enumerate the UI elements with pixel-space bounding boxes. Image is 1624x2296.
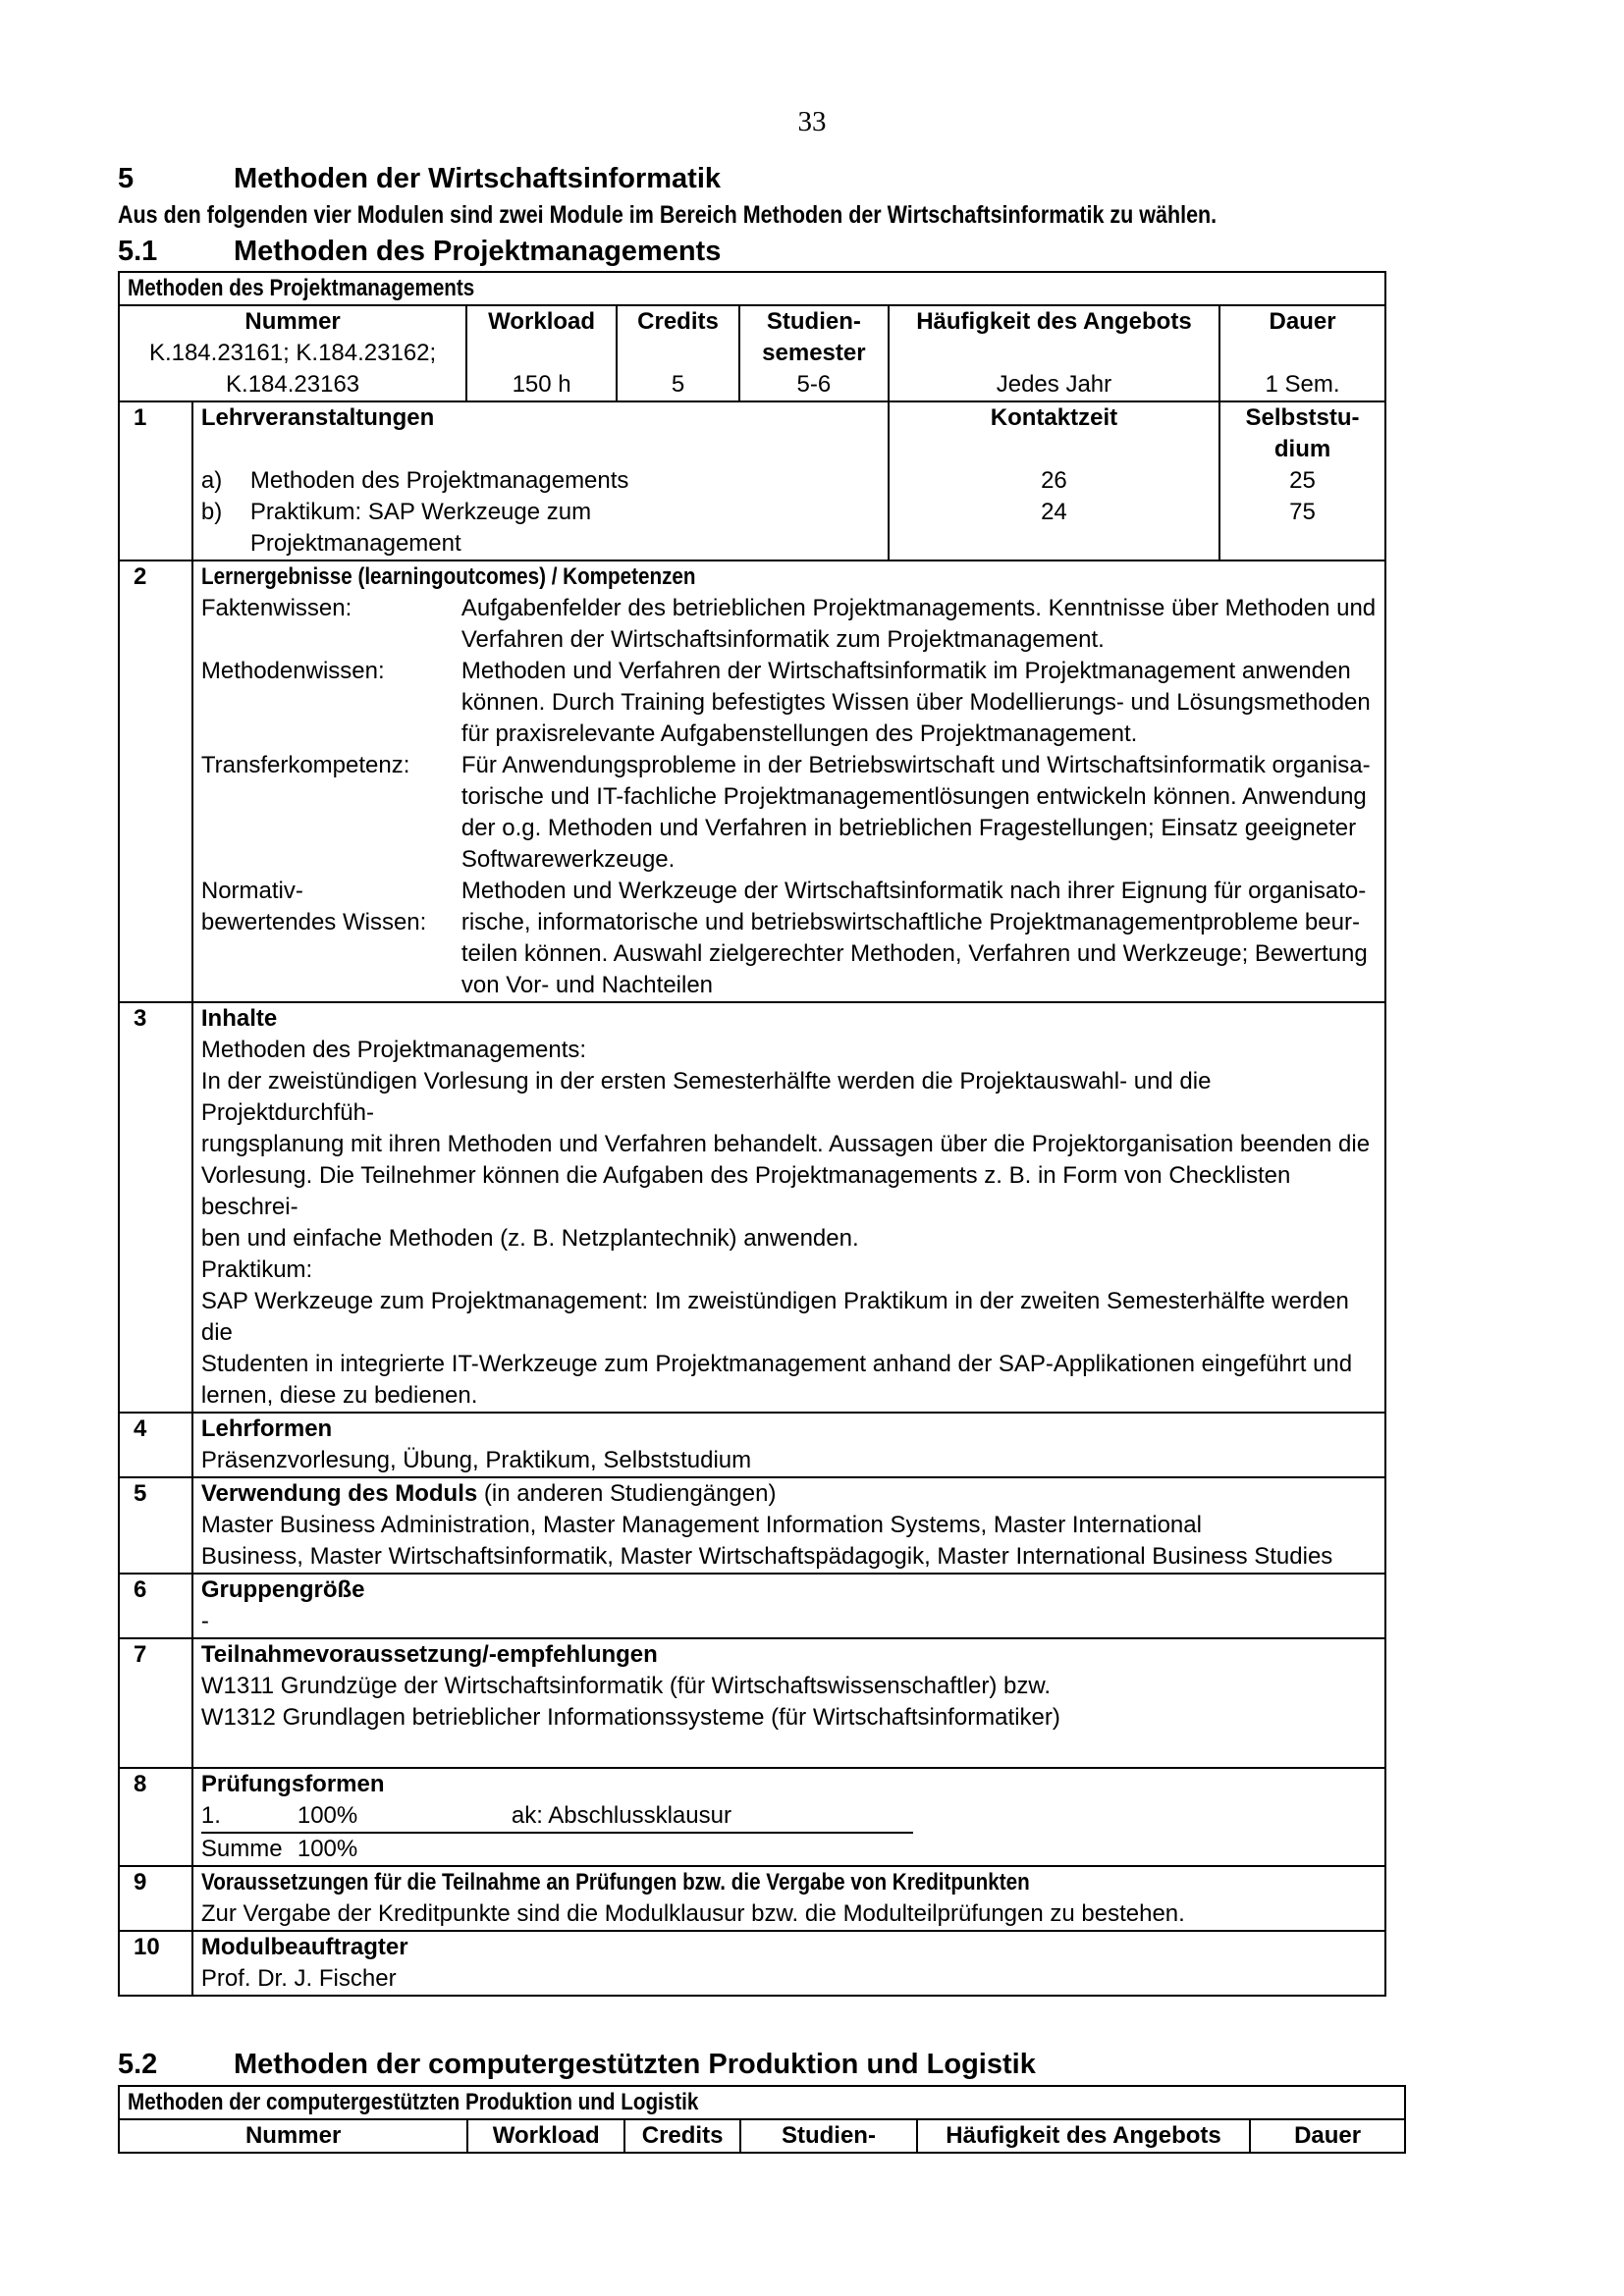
modulbeauftragter-name: Prof. Dr. J. Fischer — [200, 1965, 397, 1992]
row-number: 10 — [119, 1931, 192, 1996]
workload-header: Workload — [467, 2119, 624, 2153]
module1-info-row — [119, 305, 1385, 401]
row-title: Teilnahmevoraussetzung/-empfehlungen — [200, 1641, 658, 1668]
modulbeauftragter-cell — [192, 1931, 1385, 1996]
exam-entry-percent: 100% — [297, 1802, 358, 1829]
exam-sum-label: Summe — [200, 1836, 283, 1862]
competence-line: Softwarewerkzeuge. — [460, 846, 676, 873]
haeufigkeit-cell — [889, 305, 1219, 401]
workload-value: 150 h — [512, 371, 571, 398]
dauer-value: 1 Sem. — [1265, 371, 1340, 398]
exam-entry-form: ak: Abschlussklausur — [511, 1802, 731, 1829]
row-modulbeauftragter — [119, 1931, 1385, 1996]
row-title: Lernergebnisse (learningoutcomes) / Kompetenzen — [200, 563, 696, 590]
competence-label: Methodenwissen: — [200, 658, 385, 684]
row-number: 1 — [119, 401, 192, 561]
row-title: Lehrveranstaltungen — [200, 404, 435, 431]
module2-table — [118, 2085, 1406, 2154]
competence-faktenwissen — [201, 593, 1377, 656]
row-lernergebnisse — [119, 561, 1385, 1002]
lernergebnisse-cell — [192, 561, 1385, 1002]
inhalte-line: rungsplanung mit ihren Methoden und Verfahren behandelt. Aussagen über die Projektorganisation beenden die — [200, 1131, 1371, 1157]
competence-line: können. Durch Training befestigtes Wissen über Modellierungs- und Lösungsmethoden — [460, 689, 1371, 716]
row-title: Lehrformen — [200, 1415, 333, 1442]
competence-line: Für Anwendungsprobleme in der Betriebswirtschaft und Wirtschaftsinformatik organisa- — [460, 752, 1371, 778]
competence-line: Aufgabenfelder des betrieblichen Projektmanagements. Kenntnisse über Methoden und — [460, 595, 1377, 621]
nummer-header: Nummer — [119, 2119, 467, 2153]
haeufigkeit-value: Jedes Jahr — [996, 371, 1112, 398]
gruppengroesse-cell — [192, 1574, 1385, 1638]
competence-line: rische, informatorische und betriebswirtschaftliche Projektmanagementprobleme beur- — [460, 909, 1360, 935]
row-number: 2 — [119, 561, 192, 1002]
workload-cell — [466, 305, 617, 401]
competence-line: Verfahren der Wirtschaftsinformatik zum Projektmanagement. — [460, 626, 1105, 653]
nummer-value-line2: K.184.23163 — [226, 371, 360, 398]
kontaktzeit-header: Kontaktzeit — [990, 404, 1118, 431]
semester-header-line1: Studien- — [766, 308, 861, 335]
gruppengroesse-text: - — [200, 1608, 209, 1634]
semester-header: Studien- — [740, 2119, 917, 2153]
exam-sum-percent: 100% — [297, 1836, 358, 1862]
row-title: Prüfungsformen — [200, 1771, 385, 1797]
module1-title: Methoden des Projektmanagements — [234, 236, 722, 267]
pruefungsvoraussetzungen-text: Zur Vergabe der Kreditpunkte sind die Modulklausur bzw. die Modulteilprüfungen zu bestehen. — [200, 1900, 1185, 1927]
inhalte-line: ben und einfache Methoden (z. B. Netzplantechnik) anwenden. — [200, 1225, 859, 1252]
row-number: 5 — [119, 1477, 192, 1574]
semester-value: 5-6 — [796, 371, 832, 398]
competence-line: Methoden und Werkzeuge der Wirtschaftsinformatik nach ihrer Eignung für organisato- — [460, 878, 1367, 904]
row-inhalte — [119, 1002, 1385, 1413]
exam-sum — [201, 1834, 1377, 1865]
lehrveranstaltungen-cell — [192, 401, 889, 561]
module2-table-title: Methoden der computergestützten Produktion und Logistik — [119, 2086, 1405, 2119]
course-a-label: a) — [200, 467, 223, 494]
competence-line: Methoden und Verfahren der Wirtschaftsinformatik im Projektmanagement anwenden — [460, 658, 1351, 684]
module2-title: Methoden der computergestützten Produktion und Logistik — [234, 2049, 1036, 2080]
course-a-text: Methoden des Projektmanagements — [249, 467, 629, 494]
competence-label: Transferkompetenz: — [200, 752, 410, 778]
competence-transferkompetenz — [201, 750, 1377, 876]
row-title: Inhalte — [200, 1005, 278, 1032]
competence-line: torische und IT-fachliche Projektmanagementlösungen entwickeln können. Anwendung — [460, 783, 1367, 810]
inhalte-line: In der zweistündigen Vorlesung in der ersten Semesterhälfte werden die Projektauswahl- und die Projektdurchfüh- — [200, 1068, 1212, 1126]
row-lehrformen — [119, 1413, 1385, 1477]
semester-header-line2: semester — [762, 340, 866, 366]
row-number: 3 — [119, 1002, 192, 1413]
voraussetzung-line: W1312 Grundlagen betrieblicher Informationssysteme (für Wirtschaftsinformatiker) — [200, 1704, 1060, 1731]
section-title: Methoden der Wirtschaftsinformatik — [234, 163, 722, 194]
inhalte-cell — [192, 1002, 1385, 1413]
credits-cell — [617, 305, 739, 401]
competence-normativ — [201, 876, 1377, 1001]
workload-header: Workload — [488, 308, 596, 335]
selbststudium-header-line2: dium — [1273, 436, 1331, 462]
section-heading — [118, 163, 721, 195]
course-list — [201, 465, 880, 560]
verwendung-line: Business, Master Wirtschaftsinformatik, Master Wirtschaftspädagogik, Master International Business Studies — [200, 1543, 1333, 1570]
course-b-text-line2: Projektmanagement — [249, 530, 461, 557]
row-number: 8 — [119, 1768, 192, 1866]
course-b-text-line1: Praktikum: SAP Werkzeuge zum — [249, 499, 592, 525]
kontaktzeit-cell — [889, 401, 1219, 561]
pruefungsformen-cell — [192, 1768, 1385, 1866]
dauer-header: Dauer — [1269, 308, 1336, 335]
selbststudium-cell — [1219, 401, 1385, 561]
row-title: Verwendung des Moduls (in anderen Studiengängen) — [200, 1480, 777, 1507]
competence-line: von Vor- und Nachteilen — [460, 972, 714, 998]
row-lehrveranstaltungen — [119, 401, 1385, 561]
module2-heading — [118, 2049, 1036, 2081]
course-b-kontaktzeit: 24 — [1041, 499, 1067, 525]
module1-table-title: Methoden des Projektmanagements — [119, 272, 1385, 305]
dauer-cell — [1219, 305, 1385, 401]
course-b-selbststudium: 75 — [1289, 499, 1316, 525]
inhalte-line: Studenten in integrierte IT-Werkzeuge zum Projektmanagement anhand der SAP-Applikationen eingeführt und — [200, 1351, 1353, 1377]
pruefungsvoraussetzungen-cell — [192, 1866, 1385, 1931]
inhalte-line: SAP Werkzeuge zum Projektmanagement: Im zweistündigen Praktikum in der zweiten Semesterhälfte werden die — [200, 1288, 1349, 1346]
competence-methodenwissen — [201, 656, 1377, 750]
haeufigkeit-header: Häufigkeit des Angebots — [917, 2119, 1250, 2153]
row-teilnahmevoraussetzung — [119, 1638, 1385, 1768]
inhalte-line: Vorlesung. Die Teilnehmer können die Aufgaben des Projektmanagements z. B. in Form von Checklisten beschrei- — [200, 1162, 1291, 1220]
credits-header: Credits — [637, 308, 719, 335]
module1-table — [118, 271, 1386, 1997]
section-intro: Aus den folgenden vier Modulen sind zwei Module im Bereich Methoden der Wirtschaftsinformatik zu wählen. — [118, 201, 1218, 229]
nummer-cell — [119, 305, 466, 401]
exam-entry — [201, 1800, 913, 1834]
competence-line: der o.g. Methoden und Verfahren in betrieblichen Fragestellungen; Einsatz geeigneter — [460, 815, 1357, 841]
row-gruppengroesse — [119, 1574, 1385, 1638]
row-pruefungsvoraussetzungen — [119, 1866, 1385, 1931]
row-number: 4 — [119, 1413, 192, 1477]
voraussetzung-line: W1311 Grundzüge der Wirtschaftsinformatik (für Wirtschaftswissenschaftler) bzw. — [200, 1673, 1052, 1699]
module2-number: 5.2 — [118, 2049, 158, 2080]
row-verwendung — [119, 1477, 1385, 1574]
nummer-value-line1: K.184.23161; K.184.23162; — [148, 340, 437, 366]
nummer-header: Nummer — [244, 308, 341, 335]
competence-label-line2: bewertendes Wissen: — [200, 909, 427, 935]
teilnahmevoraussetzung-cell — [192, 1638, 1385, 1768]
row-title: Gruppengröße — [200, 1576, 365, 1603]
course-a-selbststudium: 25 — [1289, 467, 1316, 494]
course-a-kontaktzeit: 26 — [1041, 467, 1067, 494]
section-number: 5 — [118, 163, 135, 194]
module1-heading — [118, 236, 721, 268]
lehrformen-cell — [192, 1413, 1385, 1477]
competence-label: Faktenwissen: — [200, 595, 352, 621]
inhalte-line: Methoden des Projektmanagements: — [200, 1037, 587, 1063]
page-number: 33 — [797, 106, 827, 137]
row-number: 6 — [119, 1574, 192, 1638]
module1-number: 5.1 — [118, 236, 158, 267]
module2-header-row — [119, 2119, 1405, 2153]
competence-label-line1: Normativ- — [200, 878, 303, 904]
credits-value: 5 — [671, 371, 685, 398]
course-b-label: b) — [200, 499, 223, 525]
verwendung-line: Master Business Administration, Master Management Information Systems, Master International — [200, 1512, 1202, 1538]
row-pruefungsformen — [119, 1768, 1385, 1866]
row-title: Modulbeauftragter — [200, 1934, 408, 1960]
credits-header: Credits — [624, 2119, 740, 2153]
inhalte-line: Praktikum: — [200, 1256, 313, 1283]
row-number: 7 — [119, 1638, 192, 1768]
row-number: 9 — [119, 1866, 192, 1931]
haeufigkeit-header: Häufigkeit des Angebots — [916, 308, 1192, 335]
exam-entry-number: 1. — [200, 1802, 221, 1829]
selbststudium-header-line1: Selbststu- — [1245, 404, 1360, 431]
competence-line: für praxisrelevante Aufgabenstellungen des Projektmanagement. — [460, 721, 1138, 747]
semester-cell — [739, 305, 889, 401]
verwendung-cell — [192, 1477, 1385, 1574]
inhalte-line: lernen, diese zu bedienen. — [200, 1382, 478, 1409]
dauer-header: Dauer — [1250, 2119, 1405, 2153]
lehrformen-text: Präsenzvorlesung, Übung, Praktikum, Selbststudium — [200, 1447, 752, 1473]
row-title: Voraussetzungen für die Teilnahme an Prüfungen bzw. die Vergabe von Kreditpunkten — [200, 1869, 1030, 1896]
competence-line: teilen können. Auswahl zielgerechter Methoden, Verfahren und Werkzeuge; Bewertung — [460, 940, 1368, 967]
